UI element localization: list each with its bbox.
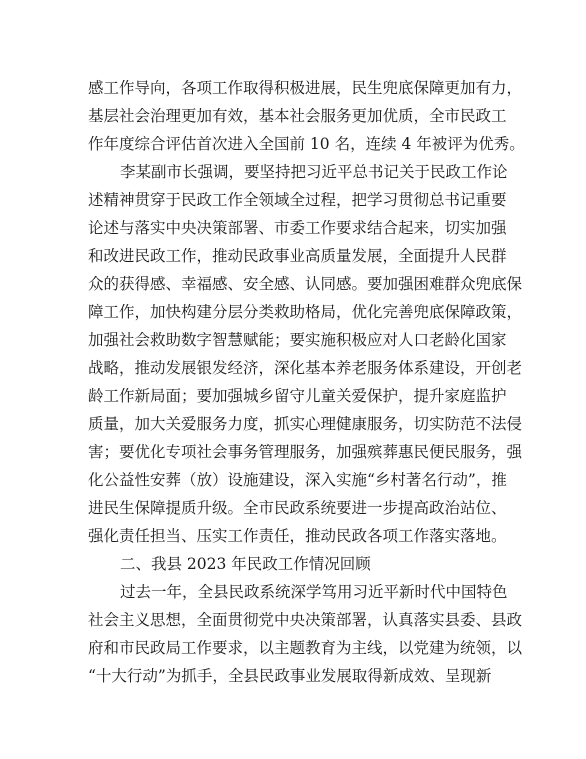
text-line: 加强社会救助数字智慧赋能；要实施积极应对人口老龄化国家: [88, 331, 507, 349]
paragraph-first-line: 李某副市长强调，要坚持把习近平总书记关于民政工作论: [120, 163, 508, 181]
text-line: 基层社会治理更加有效，基本社会服务更加优质，全市民政工: [88, 107, 507, 125]
text-line: 感工作导向，各项工作取得积极进展，民生兜底保障更加有力，: [88, 79, 523, 97]
text-line: 龄工作新局面；要加强城乡留守儿童关爱保护，提升家庭监护: [88, 387, 507, 405]
text-line: 强化责任担当、压实工作责任，推动民政各项工作落实落地。: [88, 527, 507, 545]
text-line: 化公益性安葬（放）设施建设，深入实施“乡村著名行动”，推: [88, 471, 507, 489]
section-heading: 二、我县 2023 年民政工作情况回顾: [120, 555, 371, 573]
text-line: 质量，加大关爱服务力度，抓实心理健康服务，切实防范不法侵: [88, 415, 523, 433]
text-line: 战略，推动发展银发经济，深化基本养老服务体系建设，开创老: [88, 359, 523, 377]
text-line: 众的获得感、幸福感、安全感、认同感。要加强困难群众兜底保: [88, 275, 523, 293]
paragraph-first-line: 过去一年，全县民政系统深学笃用习近平新时代中国特色: [120, 583, 508, 601]
text-line: “十大行动”为抓手，全县民政事业发展取得新成效、呈现新: [88, 667, 492, 685]
text-line: 府和市民政局工作要求，以主题教育为主线，以党建为统领，以: [88, 639, 523, 657]
text-line: 社会主义思想，全面贯彻党中央决策部署，认真落实县委、县政: [88, 611, 523, 629]
text-line: 作年度综合评估首次进入全国前 10 名，连续 4 年被评为优秀。: [88, 135, 525, 153]
text-line: 害；要优化专项社会事务管理服务，加强殡葬惠民便民服务，强: [88, 443, 523, 461]
text-line: 障工作，加快构建分层分类救助格局，优化完善兜底保障政策，: [88, 303, 523, 321]
text-line: 和改进民政工作，推动民政事业高质量发展，全面提升人民群: [88, 247, 507, 265]
text-line: 进民生保障提质升级。全市民政系统要进一步提高政治站位、: [88, 499, 507, 517]
text-line: 述精神贯穿于民政工作全领域全过程，把学习贯彻总书记重要: [88, 191, 507, 209]
text-line: 论述与落实中央决策部署、市委工作要求结合起来，切实加强: [88, 219, 507, 237]
